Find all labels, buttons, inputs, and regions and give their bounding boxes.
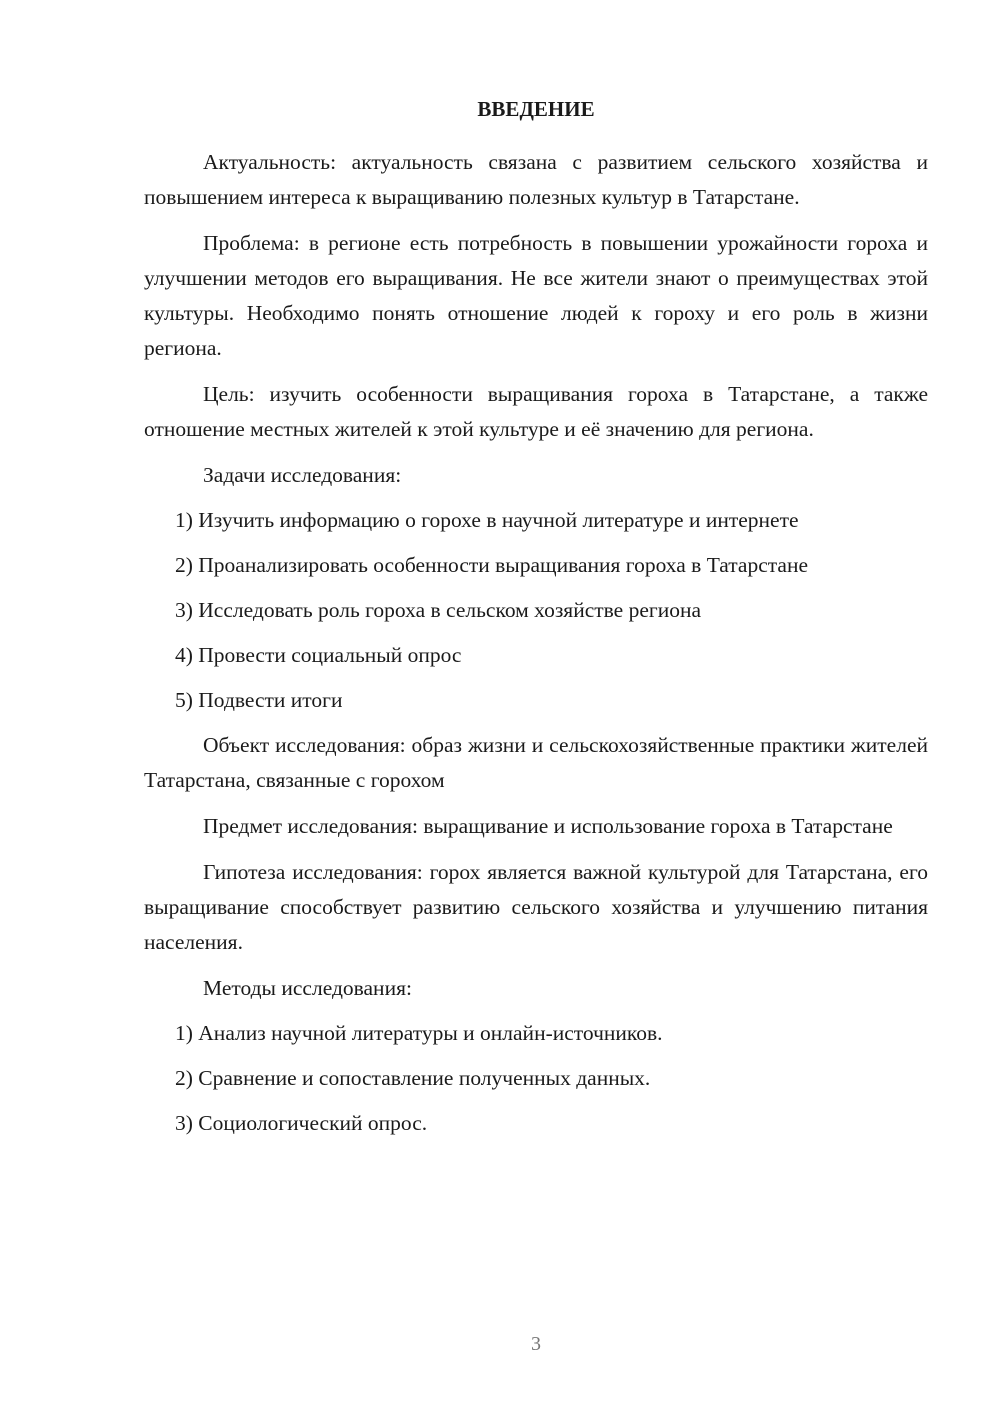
hypothesis-paragraph: Гипотеза исследования: горох является важной культурой для Татарстана, его выращивание способствует развитию сельского хозяйства и улучшению питания населения. [144, 860, 928, 954]
list-item: 1) Изучить информацию о горохе в научной литературе и интернете [175, 508, 799, 532]
goal-paragraph: Цель: изучить особенности выращивания гороха в Татарстане, а также отношение местных жителей к этой культуре и её значению для региона. [144, 382, 928, 441]
methods-heading: Методы исследования: [203, 976, 412, 1000]
problem-paragraph: Проблема: в регионе есть потребность в повышении урожайности гороха и улучшении методов его выращивания. Не все жители знают о преимуществах этой культуры. Необходимо понять отношение людей к гороху и его роль в жизни региона. [144, 231, 928, 360]
page-title: ВВЕДЕНИЕ [477, 97, 595, 121]
list-item: 5) Подвести итоги [175, 688, 343, 712]
methods-list [144, 1016, 928, 1141]
page-number: 3 [531, 1333, 541, 1355]
list-item: 2) Проанализировать особенности выращивания гороха в Татарстане [175, 553, 809, 577]
list-item: 1) Анализ научной литературы и онлайн-источников. [175, 1021, 663, 1045]
list-item: 3) Социологический опрос. [175, 1111, 428, 1135]
tasks-list [144, 503, 928, 718]
page-content [144, 92, 928, 1151]
list-item: 4) Провести социальный опрос [175, 643, 462, 667]
list-item: 2) Сравнение и сопоставление полученных данных. [175, 1066, 651, 1090]
subject-paragraph: Предмет исследования: выращивание и использование гороха в Татарстане [203, 814, 893, 838]
tasks-heading: Задачи исследования: [203, 463, 402, 487]
object-paragraph: Объект исследования: образ жизни и сельскохозяйственные практики жителей Татарстана, связанные с горохом [144, 733, 928, 792]
relevance-paragraph: Актуальность: актуальность связана с развитием сельского хозяйства и повышением интереса к выращиванию полезных культур в Татарстане. [144, 150, 928, 209]
list-item: 3) Исследовать роль гороха в сельском хозяйстве региона [175, 598, 702, 622]
